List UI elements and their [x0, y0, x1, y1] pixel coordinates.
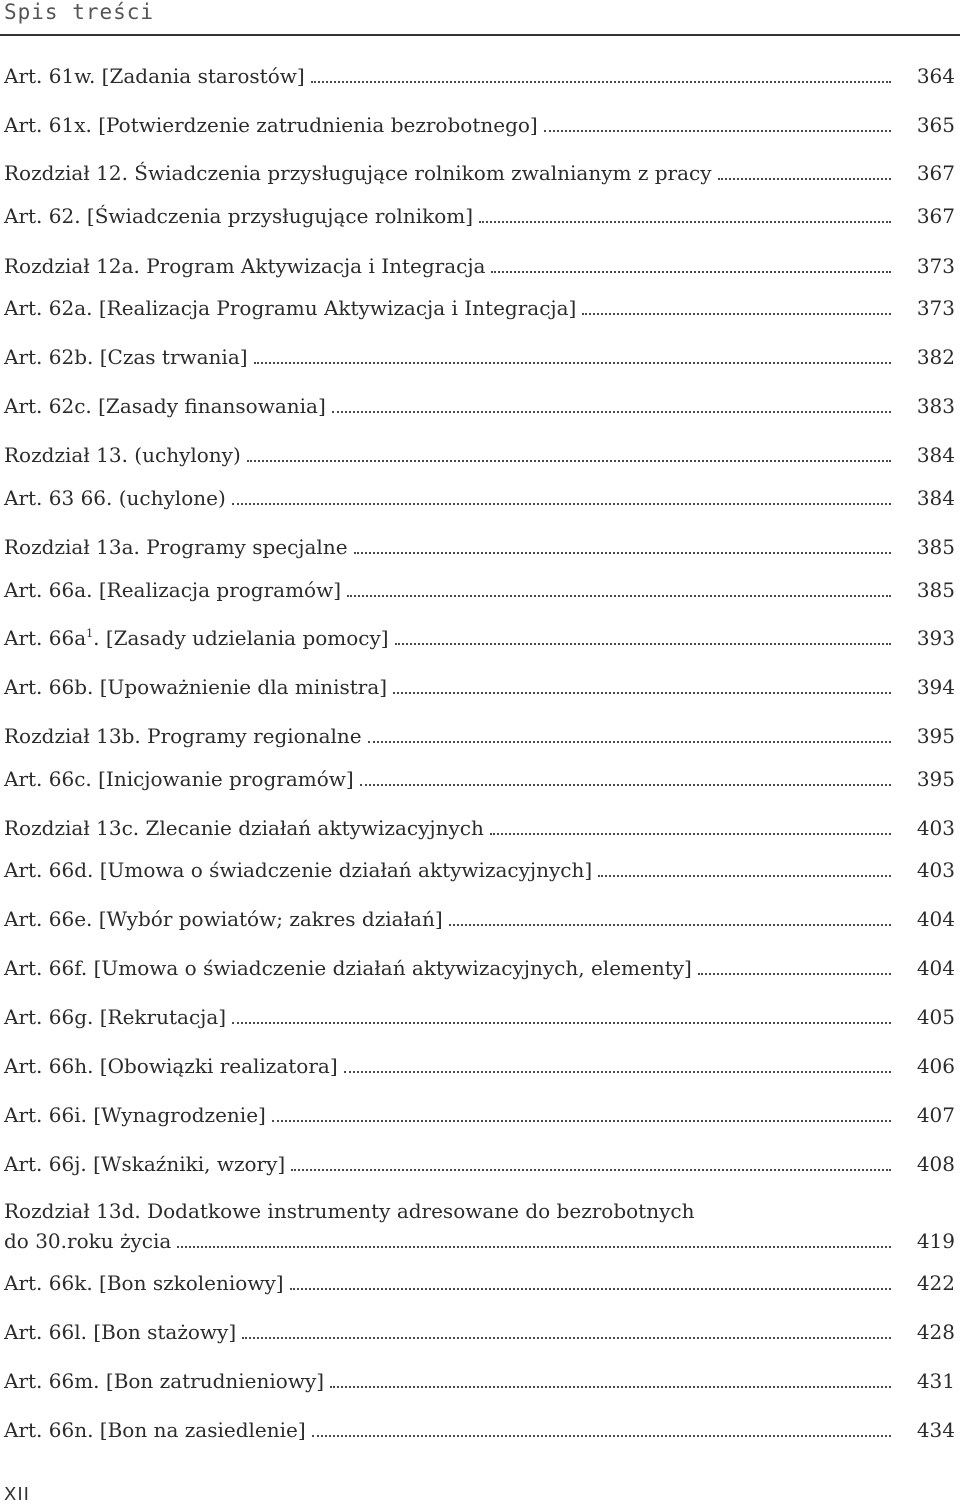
dot-leader: [232, 503, 891, 505]
toc-entry-page: 367: [916, 204, 955, 228]
toc-entry[interactable]: [4, 109, 955, 139]
toc-entry-multiline[interactable]: [4, 1197, 955, 1255]
page-number: XII: [4, 1484, 30, 1505]
toc-entry-page: 365: [916, 113, 955, 137]
toc-entry-label: Art. 66b. [Upoważnienie dla ministra]: [4, 675, 388, 699]
header-divider: [0, 34, 960, 36]
dot-leader: [332, 411, 891, 413]
dot-leader: [360, 784, 891, 786]
dot-leader: [718, 178, 891, 180]
dot-leader: [490, 833, 891, 835]
toc-entry[interactable]: [4, 903, 955, 933]
toc-entry-page: 385: [916, 535, 955, 559]
toc-entry-page: 393: [916, 626, 955, 650]
toc-entry-label: Art. 62. [Świadczenia przysługujące rolnikom]: [4, 204, 474, 228]
toc-entry[interactable]: [4, 157, 955, 187]
toc-entry-label: Art. 66e. [Wybór powiatów; zakres działań]: [4, 907, 443, 931]
toc-entry-label: Art. 62c. [Zasady finansowania]: [4, 394, 326, 418]
toc-entry[interactable]: [4, 671, 955, 701]
toc-entry[interactable]: [4, 622, 955, 652]
toc-entry[interactable]: [4, 341, 955, 371]
toc-entry-label: Art. 61x. [Potwierdzenie zatrudnienia bezrobotnego]: [4, 113, 538, 137]
toc-entry-label: Art. 66j. [Wskaźniki, wzory]: [4, 1152, 286, 1176]
toc-entry[interactable]: [4, 200, 955, 230]
toc-entry-label: Art. 66i. [Wynagrodzenie]: [4, 1103, 266, 1127]
toc-entry-page: 422: [916, 1271, 955, 1295]
toc-entry-label: Rozdział 12. Świadczenia przysługujące rolnikom zwalnianym z pracy: [4, 161, 712, 185]
toc-entry-label: Art. 66d. [Umowa o świadczenie działań aktywizacyjnych]: [4, 858, 593, 882]
toc-entry[interactable]: [4, 1316, 955, 1346]
toc-entry-page: 364: [916, 64, 955, 88]
toc-entry-label: Art. 66f. [Umowa o świadczenie działań aktywizacyjnych, elementy]: [4, 956, 692, 980]
toc-entry-label: Rozdział 13b. Programy regionalne: [4, 724, 362, 748]
toc-entry[interactable]: [4, 1050, 955, 1080]
running-header: Spis treści: [4, 0, 155, 24]
dot-leader: [272, 1120, 891, 1122]
toc-entry-page: 403: [916, 858, 955, 882]
toc-entry[interactable]: [4, 952, 955, 982]
dot-leader: [368, 741, 891, 743]
toc-entry-label: Rozdział 13c. Zlecanie działań aktywizacyjnych: [4, 816, 484, 840]
toc-entry-page: 404: [916, 956, 955, 980]
dot-leader: [311, 81, 891, 83]
dot-leader: [395, 643, 891, 645]
dot-leader: [354, 552, 891, 554]
toc-entry-page: 373: [916, 254, 955, 278]
toc-entry-page: 407: [916, 1103, 955, 1127]
dot-leader: [291, 1169, 891, 1171]
toc-entry-label: Rozdział 13. (uchylony): [4, 443, 241, 467]
toc-entry-page: 406: [916, 1054, 955, 1078]
toc-entry-label: Art. 61w. [Zadania starostów]: [4, 64, 305, 88]
dot-leader: [290, 1288, 891, 1290]
dot-leader: [247, 460, 891, 462]
toc-entry[interactable]: [4, 1148, 955, 1178]
toc-entry[interactable]: [4, 720, 955, 750]
toc-entry-page: 404: [916, 907, 955, 931]
toc-entry-label: Art. 66l. [Bon stażowy]: [4, 1320, 237, 1344]
dot-leader: [449, 924, 891, 926]
toc-entry-label: Art. 62a. [Realizacja Programu Aktywizacja i Integracja]: [4, 296, 577, 320]
dot-leader: [330, 1386, 891, 1388]
toc-entry-label: Art. 66k. [Bon szkoleniowy]: [4, 1271, 284, 1295]
toc-entry[interactable]: [4, 482, 955, 512]
toc-entry[interactable]: [4, 390, 955, 420]
toc-entry[interactable]: [4, 854, 955, 884]
toc-entry[interactable]: [4, 1001, 955, 1031]
dot-leader: [582, 313, 891, 315]
toc-entry-label: Art. 66h. [Obowiązki realizatora]: [4, 1054, 338, 1078]
toc-entry-page: 385: [916, 578, 955, 602]
dot-leader: [344, 1071, 891, 1073]
toc-entry[interactable]: [4, 1414, 955, 1444]
toc-entry[interactable]: [4, 812, 955, 842]
toc-entry[interactable]: [4, 292, 955, 322]
toc-entry-page: 384: [916, 443, 955, 467]
dot-leader: [598, 875, 891, 877]
dot-leader: [544, 130, 891, 132]
toc-entry[interactable]: [4, 439, 955, 469]
toc-entry-label: Art. 63 66. (uchylone): [4, 486, 226, 510]
dot-leader: [698, 973, 891, 975]
toc-entry[interactable]: [4, 763, 955, 793]
toc-entry[interactable]: [4, 1099, 955, 1129]
toc-entry-page: 383: [916, 394, 955, 418]
dot-leader: [312, 1435, 891, 1437]
toc-entry-label-line2: do 30.roku życia: [4, 1229, 172, 1253]
toc-entry-page: 395: [916, 724, 955, 748]
toc-entry-label: Art. 62b. [Czas trwania]: [4, 345, 248, 369]
toc-entry-label: Art. 66n. [Bon na zasiedlenie]: [4, 1418, 306, 1442]
toc-entry[interactable]: [4, 531, 955, 561]
dot-leader: [393, 692, 891, 694]
toc-entry[interactable]: [4, 60, 955, 90]
dot-leader: [254, 362, 891, 364]
toc-entry-label: Art. 66c. [Inicjowanie programów]: [4, 767, 354, 791]
dot-leader: [479, 221, 891, 223]
toc-entry-label: Art. 66m. [Bon zatrudnieniowy]: [4, 1369, 325, 1393]
toc-entry-label: Art. 66a. [Realizacja programów]: [4, 578, 342, 602]
toc-entry-page: 373: [916, 296, 955, 320]
dot-leader: [347, 595, 891, 597]
dot-leader: [232, 1022, 891, 1024]
toc-entry[interactable]: [4, 574, 955, 604]
toc-entry-page: 428: [916, 1320, 955, 1344]
toc-entry[interactable]: [4, 250, 955, 280]
toc-entry[interactable]: [4, 1365, 955, 1395]
toc-entry-page: 395: [916, 767, 955, 791]
dot-leader: [242, 1337, 891, 1339]
toc-entry-page: 382: [916, 345, 955, 369]
toc-entry[interactable]: [4, 1267, 955, 1297]
toc-entry-label: Art. $66a^1$. [Zasady udzielania pomocy]: [4, 626, 389, 650]
toc-entry-label: Art. 66g. [Rekrutacja]: [4, 1005, 227, 1029]
toc-entry-page: 434: [916, 1418, 955, 1442]
dot-leader: [491, 271, 891, 273]
dot-leader: [177, 1246, 891, 1248]
toc-entry-page: 431: [916, 1369, 955, 1393]
toc-entry-page: 405: [916, 1005, 955, 1029]
toc-entry-page: 394: [916, 675, 955, 699]
toc-entry-label: Rozdział 13a. Programy specjalne: [4, 535, 348, 559]
toc-entry-page: 419: [916, 1229, 955, 1253]
toc-entry-page: 403: [916, 816, 955, 840]
toc-entry-page: 367: [916, 161, 955, 185]
toc-entry-label: Rozdział 12a. Program Aktywizacja i Integracja: [4, 254, 486, 278]
toc-entry-label-line1: Rozdział 13d. Dodatkowe instrumenty adresowane do bezrobotnych: [4, 1199, 695, 1223]
toc-entry-page: 384: [916, 486, 955, 510]
superscript-one: 1: [86, 627, 94, 640]
toc-entry-page: 408: [916, 1152, 955, 1176]
